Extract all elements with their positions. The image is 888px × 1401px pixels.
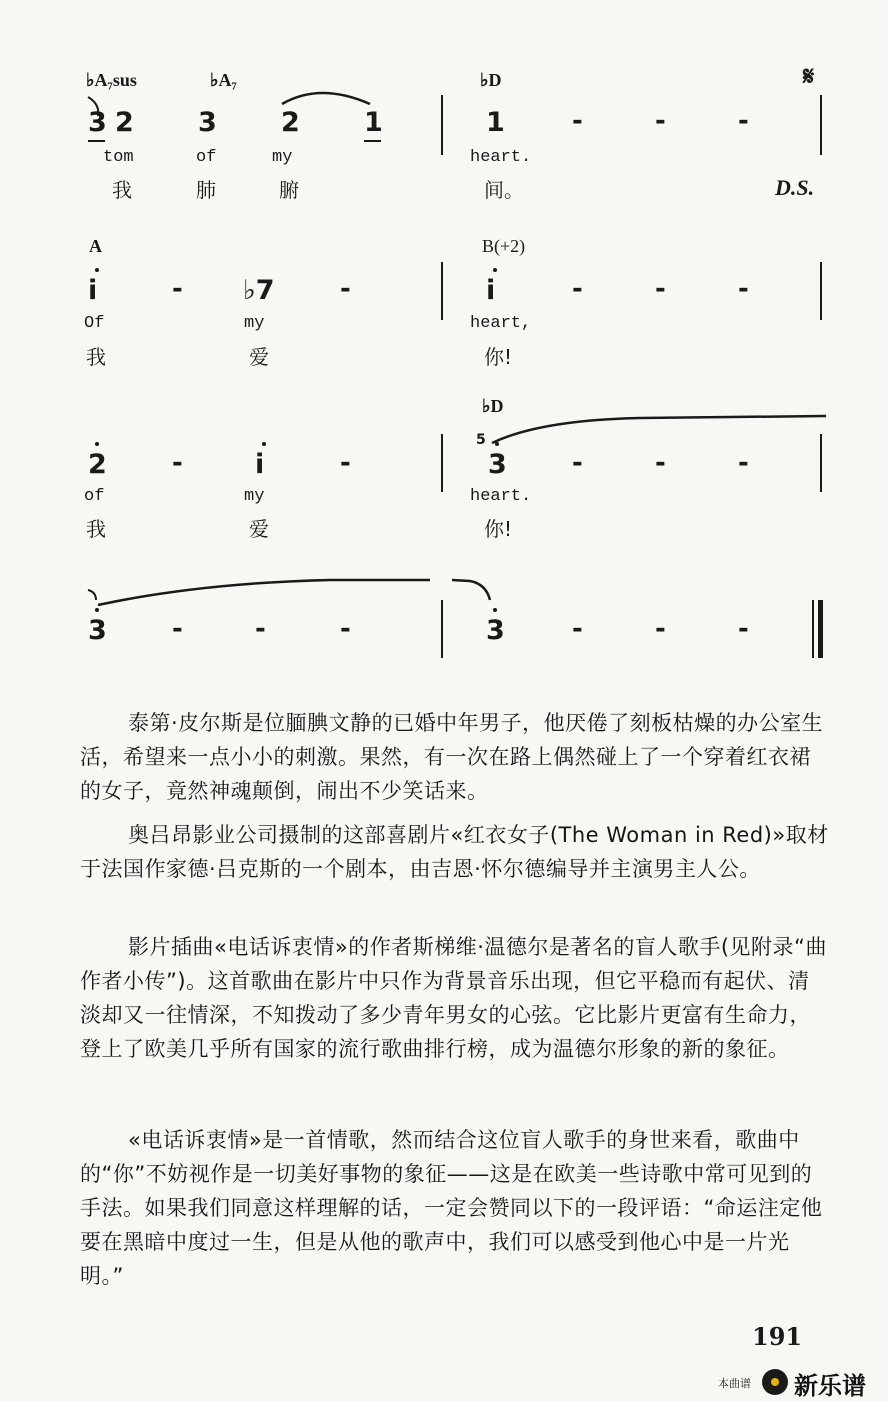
lyric-zh: 爱 xyxy=(249,517,269,541)
watermark-small-text: 本曲谱 xyxy=(718,1377,751,1390)
tie-row4-right xyxy=(452,580,490,600)
lyric-zh: 间。 xyxy=(484,178,524,202)
grace-note: 5 xyxy=(476,432,486,448)
final-barline-thin xyxy=(812,600,814,658)
barline xyxy=(820,95,822,155)
watermark-brand: 新乐谱 xyxy=(794,1372,866,1400)
barline xyxy=(441,95,443,155)
note: 3 xyxy=(486,615,505,646)
underline-eighth xyxy=(364,140,381,142)
lyric-zh: 腑 xyxy=(279,178,299,202)
dash: - xyxy=(655,614,666,644)
note: 2 xyxy=(281,107,300,138)
dash: - xyxy=(340,448,351,478)
dash: - xyxy=(572,106,583,136)
dash: - xyxy=(255,614,266,644)
note: 2 xyxy=(115,107,134,138)
paragraph: 奥吕昂影业公司摄制的这部喜剧片«红衣女子(The Woman in Red)»取材于法国作家德·吕克斯的一个剧本，由吉恩·怀尔德编导并主演男主人公。 xyxy=(80,823,829,881)
barline xyxy=(820,434,822,492)
dash: - xyxy=(340,614,351,644)
lyric-zh: 我 xyxy=(86,345,106,369)
dash: - xyxy=(572,448,583,478)
high-octave-dot xyxy=(95,268,99,272)
dash: - xyxy=(172,448,183,478)
dash: - xyxy=(655,448,666,478)
barline xyxy=(441,262,443,320)
dash: - xyxy=(738,106,749,136)
note: 3 xyxy=(88,615,107,646)
lyric-en: tom xyxy=(103,148,134,167)
lyric-zh: 我 xyxy=(112,178,132,202)
dash: - xyxy=(172,614,183,644)
dash: - xyxy=(738,614,749,644)
lyric-en: of xyxy=(84,487,105,506)
paragraph: 影片插曲«电话诉衷情»的作者斯梯维·温德尔是著名的盲人歌手(见附录“曲作者小传”)。这首歌曲在影片中只作为背景音乐出现，但它平稳而有起伏、清淡却又一往情深，不知拨动了多少青年男女的心弦。它比影片更富有生命力，登上了欧美几乎所有国家的流行歌曲排行榜，成为温德尔形象的新的象征。 xyxy=(80,935,827,1061)
record-icon xyxy=(762,1369,788,1395)
underline-eighth xyxy=(88,140,105,142)
lyric-en: my xyxy=(272,148,293,167)
note: i xyxy=(486,275,496,306)
page-number: 191 xyxy=(752,1322,803,1351)
lyric-en: my xyxy=(244,314,265,333)
lyric-en: heart. xyxy=(470,148,532,167)
final-barline-thick xyxy=(818,600,823,658)
barline xyxy=(441,434,443,492)
high-octave-dot xyxy=(493,608,497,612)
segno-sign: 𝄋 xyxy=(803,62,815,92)
tie-row3 xyxy=(492,416,826,443)
dash: - xyxy=(572,274,583,304)
chord-symbol: ♭D xyxy=(480,70,502,90)
dash: - xyxy=(172,274,183,304)
high-octave-dot xyxy=(95,442,99,446)
high-octave-dot xyxy=(493,268,497,272)
chord-symbol: B(+2) xyxy=(482,236,526,256)
dash: - xyxy=(655,106,666,136)
watermark xyxy=(718,1366,886,1400)
slur-row4-start xyxy=(88,590,96,600)
lyric-zh: 我 xyxy=(86,517,106,541)
paragraph: 泰第·皮尔斯是位腼腆文静的已婚中年男子，他厌倦了刻板枯燥的办公室生活，希望来一点小小的刺激。果然，有一次在路上偶然碰上了一个穿着红衣裙的女子，竟然神魂颠倒，闹出不少笑话来。 xyxy=(80,711,824,803)
note: 1 xyxy=(364,107,383,138)
note: i xyxy=(88,275,98,306)
barline xyxy=(441,600,443,658)
note: 3 xyxy=(488,449,507,480)
lyric-en: my xyxy=(244,487,265,506)
dash: - xyxy=(340,274,351,304)
note: 3 xyxy=(198,107,217,138)
note: ♭7 xyxy=(243,275,275,306)
tie-row1 xyxy=(282,93,370,104)
dash: - xyxy=(738,448,749,478)
dash: - xyxy=(738,274,749,304)
lyric-zh: 你! xyxy=(484,345,513,369)
barline xyxy=(820,262,822,320)
lyric-en: heart. xyxy=(470,487,532,506)
slurs xyxy=(0,0,888,700)
note: 3 xyxy=(88,107,107,138)
chord-symbol: A xyxy=(89,236,102,256)
high-octave-dot xyxy=(495,442,499,446)
lyric-en: Of xyxy=(84,314,105,333)
lyric-zh: 肺 xyxy=(196,178,216,202)
paragraph: «电话诉衷情»是一首情歌，然而结合这位盲人歌手的身世来看，歌曲中的“你”不妨视作是一切美好事物的象征——这是在欧美一些诗歌中常可见到的手法。如果我们同意这样理解的话，一定会赞同以下的一段评语：“命运注定他要在黑暗中度过一生，但是从他的歌声中，我们可以感受到他心中是一片光明。” xyxy=(80,1128,823,1288)
note: 1 xyxy=(486,107,505,138)
lyric-zh: 爱 xyxy=(249,345,269,369)
lyric-en: heart, xyxy=(470,314,532,333)
lyric-zh: 你! xyxy=(484,517,513,541)
chord-symbol: ♭D xyxy=(482,396,504,416)
high-octave-dot xyxy=(262,442,266,446)
note: 2 xyxy=(88,449,107,480)
dal-segno-mark: D.S. xyxy=(775,175,815,200)
dash: - xyxy=(655,274,666,304)
chord-symbol: ♭A₇sus xyxy=(86,70,137,90)
dash: - xyxy=(572,614,583,644)
chord-symbol: ♭A₇ xyxy=(210,70,237,90)
tie-row4-left xyxy=(98,580,430,605)
high-octave-dot xyxy=(95,608,99,612)
lyric-en: of xyxy=(196,148,217,167)
note: i xyxy=(255,449,265,480)
